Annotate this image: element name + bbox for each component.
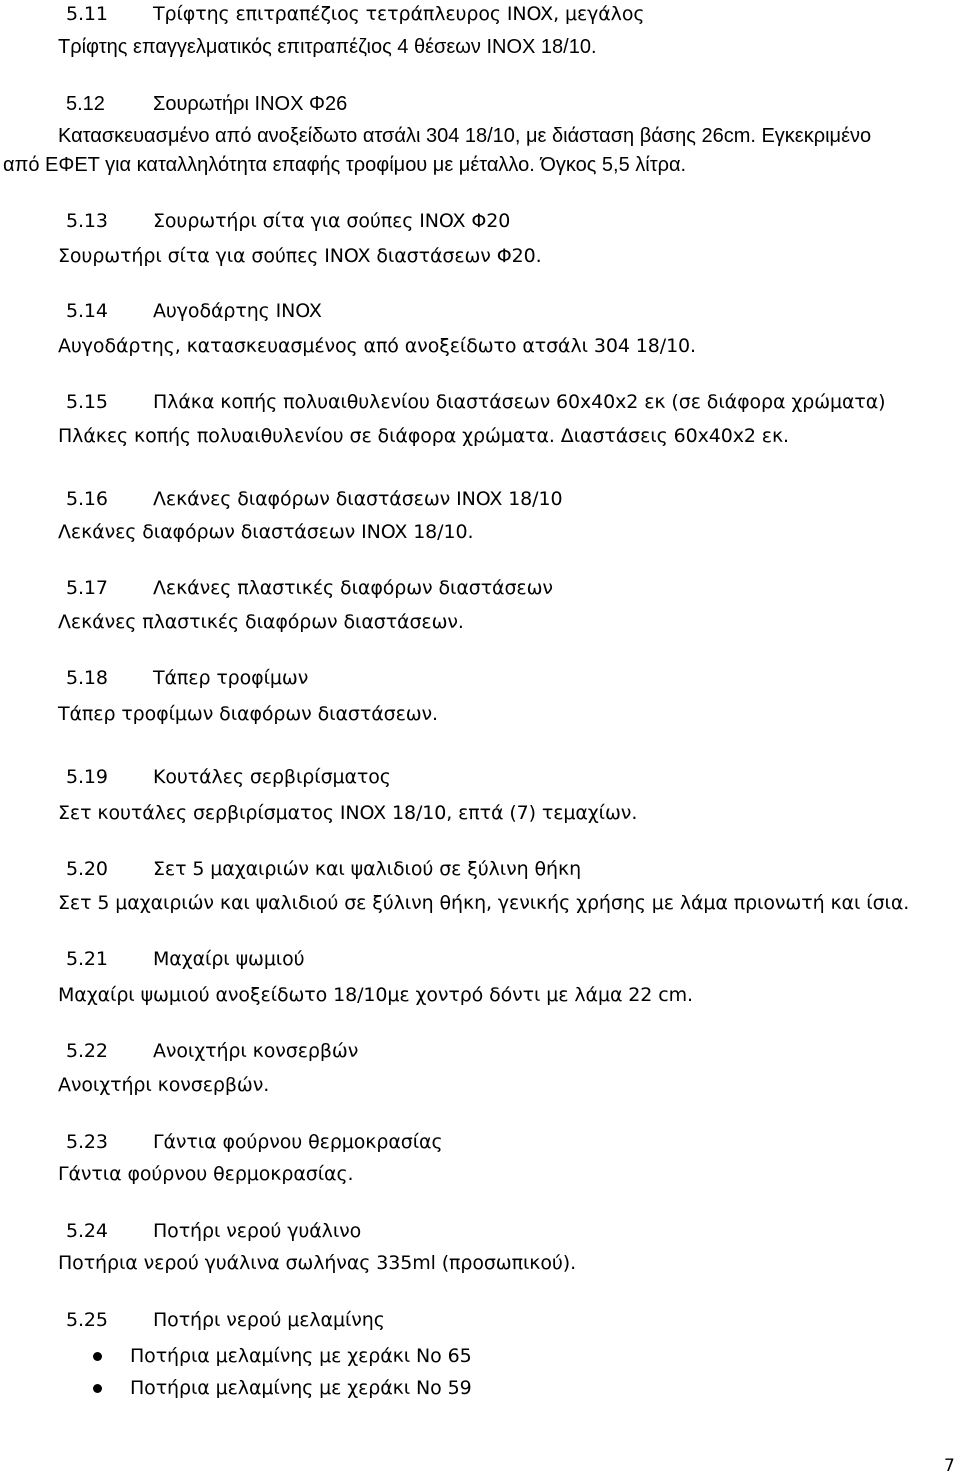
section-description: Σετ κουτάλες σερβιρίσματος INOX 18/10, επτά (7) τεμαχίων.	[58, 802, 638, 824]
section-title: Τρίφτης επιτραπέζιος τετράπλευρος INOX, μεγάλος	[153, 3, 645, 25]
section-title: Ανοιχτήρι κονσερβών	[153, 1040, 359, 1062]
section-title: Κουτάλες σερβιρίσματος	[153, 766, 391, 788]
section-description: Πλάκες κοπής πολυαιθυλενίου σε διάφορα χρώματα. Διαστάσεις 60x40x2 εκ.	[58, 425, 789, 447]
section-number: 5.22	[66, 1040, 108, 1062]
section-number: 5.23	[66, 1131, 108, 1153]
section-description: Ανοιχτήρι κονσερβών.	[58, 1074, 270, 1096]
section-title: Σουρωτήρι σίτα για σούπες INOX Φ20	[153, 210, 511, 232]
section-description: Αυγοδάρτης, κατασκευασμένος από ανοξείδωτο ατσάλι 304 18/10.	[58, 335, 696, 357]
section-number: 5.19	[66, 766, 108, 788]
section-number: 5.13	[66, 210, 108, 232]
section-number: 5.15	[66, 391, 108, 413]
section-number: 5.12	[66, 93, 105, 115]
section-title: Σετ 5 μαχαιριών και ψαλιδιού σε ξύλινη θήκη	[153, 858, 582, 880]
section-title: Σουρωτήρι INOX Φ26	[153, 93, 348, 115]
section-description: Τάπερ τροφίμων διαφόρων διαστάσεων.	[58, 703, 438, 725]
section-description: Λεκάνες πλαστικές διαφόρων διαστάσεων.	[58, 611, 464, 633]
section-number: 5.25	[66, 1309, 108, 1331]
section-description: Μαχαίρι ψωμιού ανοξείδωτο 18/10με χοντρό δόντι με λάμα 22 cm.	[58, 984, 693, 1006]
bullet-icon	[93, 1384, 102, 1393]
section-number: 5.20	[66, 858, 108, 880]
list-item: Ποτήρια μελαμίνης με χεράκι Νο 59	[130, 1377, 472, 1399]
section-number: 5.11	[66, 3, 108, 25]
section-title: Λεκάνες πλαστικές διαφόρων διαστάσεων	[153, 577, 553, 599]
section-title: Μαχαίρι ψωμιού	[153, 948, 305, 970]
section-description: Λεκάνες διαφόρων διαστάσεων INOX 18/10.	[58, 521, 474, 543]
section-title: Ποτήρι νερού γυάλινο	[153, 1220, 362, 1242]
section-title: Πλάκα κοπής πολυαιθυλενίου διαστάσεων 60x40x2 εκ (σε διάφορα χρώματα)	[153, 391, 886, 413]
section-description: Κατασκευασμένο από ανοξείδωτο ατσάλι 304 18/10, με διάσταση βάσης 26cm. Εγκεκριμένο	[58, 125, 872, 147]
section-title: Τάπερ τροφίμων	[153, 667, 309, 689]
section-description: Ποτήρια νερού γυάλινα σωλήνας 335ml (προσωπικού).	[58, 1252, 577, 1274]
section-title: Αυγοδάρτης INOX	[153, 300, 322, 322]
section-description: από ΕΦΕΤ για καταλληλότητα επαφής τροφίμου με μέταλλο. Όγκος 5,5 λίτρα.	[3, 154, 687, 176]
bullet-icon	[93, 1352, 102, 1361]
section-number: 5.16	[66, 488, 108, 510]
section-number: 5.14	[66, 300, 108, 322]
section-title: Γάντια φούρνου θερμοκρασίας	[153, 1131, 443, 1153]
section-description: Τρίφτης επαγγελματικός επιτραπέζιος 4 θέσεων INOX 18/10.	[58, 36, 597, 58]
section-title: Λεκάνες διαφόρων διαστάσεων INOX 18/10	[153, 488, 563, 510]
section-number: 5.18	[66, 667, 108, 689]
list-item: Ποτήρια μελαμίνης με χεράκι Νο 65	[130, 1345, 472, 1367]
section-title: Ποτήρι νερού μελαμίνης	[153, 1309, 385, 1331]
section-description: Σετ 5 μαχαιριών και ψαλιδιού σε ξύλινη θήκη, γενικής χρήσης με λάμα πριονωτή και ίσια.	[58, 892, 910, 914]
section-number: 5.24	[66, 1220, 108, 1242]
section-description: Γάντια φούρνου θερμοκρασίας.	[58, 1163, 354, 1185]
section-number: 5.17	[66, 577, 108, 599]
section-number: 5.21	[66, 948, 108, 970]
page-number: 7	[944, 1456, 955, 1476]
section-description: Σουρωτήρι σίτα για σούπες INOX διαστάσεων Φ20.	[58, 245, 542, 267]
